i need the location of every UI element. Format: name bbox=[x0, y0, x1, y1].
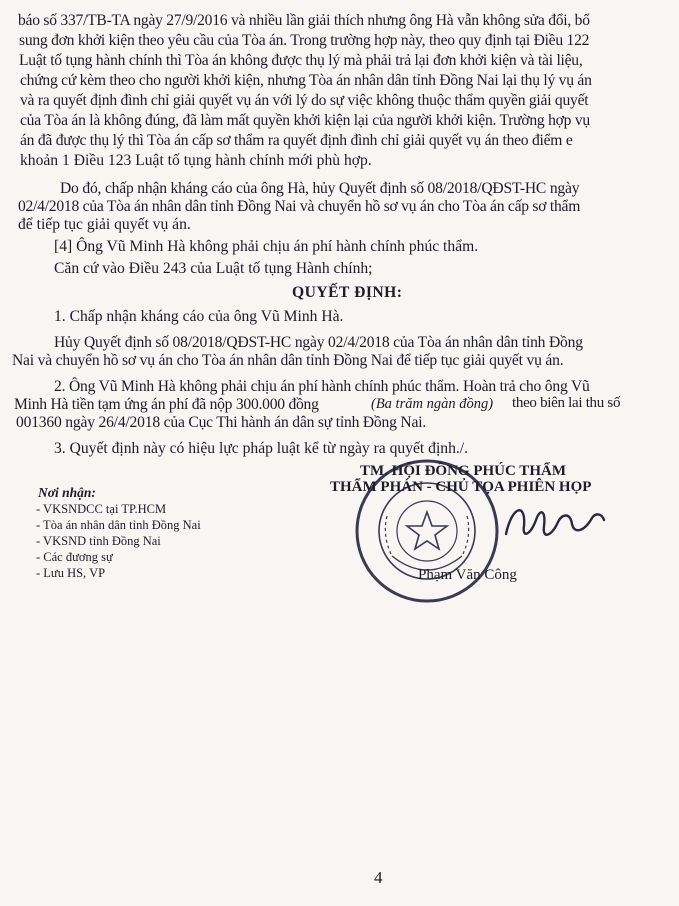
body-line: sung đơn khởi kiện theo yêu cầu của Tòa án. Trong trường hợp này, theo quy định tại Điều 122 bbox=[19, 32, 590, 49]
page-number: 4 bbox=[374, 868, 383, 887]
section-heading: QUYẾT ĐỊNH: bbox=[292, 284, 403, 301]
body-line: Minh Hà tiền tạm ứng án phí đã nộp 300.000 đồng bbox=[14, 396, 319, 413]
body-line: án đã được thụ lý thì Tòa án cấp sơ thẩm ra quyết định đình chỉ giải quyết vụ án theo điểm e bbox=[20, 132, 573, 149]
body-line: 1. Chấp nhận kháng cáo của ông Vũ Minh Hà. bbox=[54, 308, 344, 325]
signer-name: Phạm Văn Công bbox=[418, 567, 517, 583]
body-line: Do đó, chấp nhận kháng cáo của ông Hà, hủy Quyết định số 08/2018/QĐST-HC ngày bbox=[60, 180, 580, 197]
body-line: chứng cứ kèm theo cho người khởi kiện, nhưng Tòa án nhân dân tỉnh Đồng Nai lại thụ lý vụ án bbox=[20, 72, 592, 89]
body-line: và ra quyết định đình chỉ giải quyết vụ án với lý do sự việc không thuộc thẩm quyền giải quyết bbox=[20, 92, 589, 109]
recipient-item: - Tòa án nhân dân tỉnh Đồng Nai bbox=[36, 518, 201, 532]
body-line: báo số 337/TB-TA ngày 27/9/2016 và nhiều lần giải thích nhưng ông Hà vẫn không sửa đổi, bổ bbox=[18, 12, 590, 29]
recipient-item: - VKSND tỉnh Đồng Nai bbox=[36, 534, 161, 548]
recipient-item: - VKSNDCC tại TP.HCM bbox=[36, 502, 167, 516]
body-line: Luật tố tụng hành chính thì Tòa án không được thụ lý mà phải trả lại đơn khởi kiện và tài liệu, bbox=[19, 52, 583, 69]
body-line: [4] Ông Vũ Minh Hà không phải chịu án phí hành chính phúc thẩm. bbox=[54, 238, 479, 255]
body-line: 02/4/2018 của Tòa án nhân dân tỉnh Đồng Nai và chuyển hồ sơ vụ án cho Tòa án cấp sơ thẩm bbox=[18, 198, 581, 215]
body-line: của Tòa án là không đúng, đã làm mất quyền khởi kiện lại của người khởi kiện. Trường hợp vụ bbox=[20, 112, 590, 129]
body-line: 2. Ông Vũ Minh Hà không phải chịu án phí hành chính phúc thẩm. Hoàn trả cho ông Vũ bbox=[54, 378, 590, 395]
signature-title-sub: THẨM PHÁN - CHỦ TỌA PHIÊN HỌP bbox=[330, 479, 592, 495]
body-line: Căn cứ vào Điều 243 của Luật tố tụng Hành chính; bbox=[54, 260, 373, 277]
body-line: 001360 ngày 26/4/2018 của Cục Thi hành án dân sự tỉnh Đồng Nai. bbox=[16, 414, 427, 431]
body-line: 3. Quyết định này có hiệu lực pháp luật kể từ ngày ra quyết định./. bbox=[54, 440, 469, 457]
body-line: Nai và chuyển hồ sơ vụ án cho Tòa án nhân dân tỉnh Đồng Nai để tiếp tục giải quyết vụ án. bbox=[12, 352, 564, 369]
recipients-title: Nơi nhận: bbox=[38, 485, 96, 500]
recipient-item: - Lưu HS, VP bbox=[36, 566, 106, 580]
body-line: Hủy Quyết định số 08/2018/QĐST-HC ngày 02/4/2018 của Tòa án nhân dân tỉnh Đồng bbox=[54, 334, 583, 351]
signature-title: TM. HỘI ĐỒNG PHÚC THẨM bbox=[360, 463, 566, 479]
body-line: theo biên lai thu số bbox=[512, 395, 621, 411]
recipient-item: - Các đương sự bbox=[36, 550, 113, 564]
body-line: để tiếp tục giải quyết vụ án. bbox=[18, 216, 191, 233]
amount-in-words: (Ba trăm ngàn đồng) bbox=[371, 396, 494, 412]
handwritten-signature-icon bbox=[500, 496, 610, 546]
body-line: khoản 1 Điều 123 Luật tố tụng hành chính mới phù hợp. bbox=[20, 152, 372, 169]
